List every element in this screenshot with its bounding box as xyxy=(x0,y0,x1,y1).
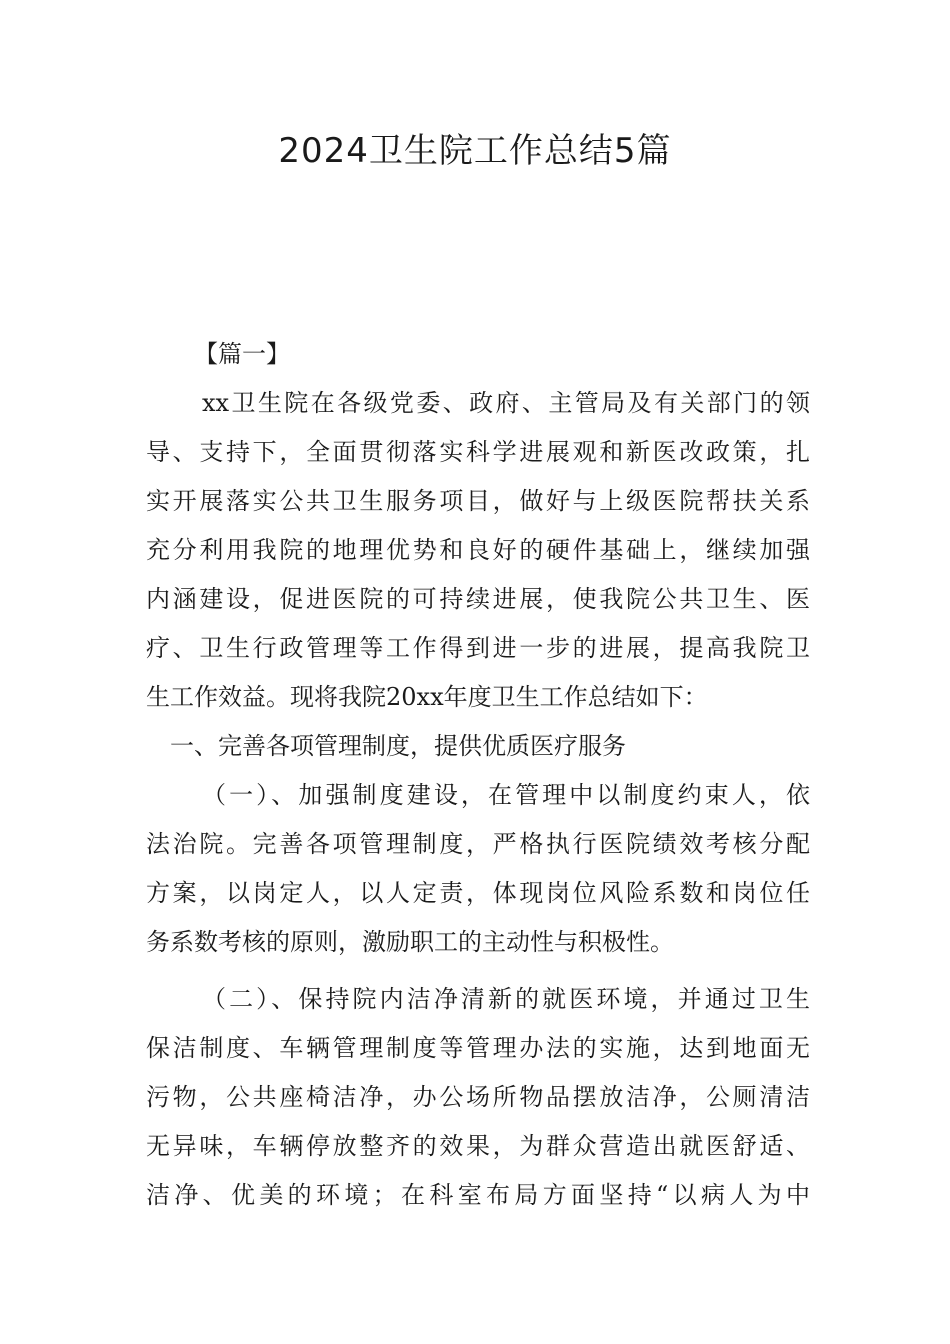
paragraph-gap xyxy=(146,967,810,975)
paragraph-line: 内涵建设，促进医院的可持续进展，使我院公共卫生、医 xyxy=(146,585,810,613)
paragraph-line: 充分利用我院的地理优势和良好的硬件基础上，继续加强 xyxy=(146,536,810,564)
section-subheading: 一、完善各项管理制度，提供优质医疗服务 xyxy=(170,732,626,760)
paragraph-2 xyxy=(146,771,810,967)
paragraph-line: （一）、加强制度建设，在管理中以制度约束人，依 xyxy=(202,781,810,809)
paragraph-line: 保洁制度、车辆管理制度等管理办法的实施，达到地面无 xyxy=(146,1034,810,1062)
paragraph-line: 务系数考核的原则，激励职工的主动性与积极性。 xyxy=(146,928,674,956)
paragraph-line: 法治院。完善各项管理制度，严格执行医院绩效考核分配 xyxy=(146,830,810,858)
paragraph-line: 生工作效益。现将我院20xx年度卫生工作总结如下： xyxy=(146,683,708,711)
paragraph-3 xyxy=(146,975,810,1220)
paragraph-line: （二）、保持院内洁净清新的就医环境，并通过卫生 xyxy=(202,985,810,1013)
paragraph-line: 实开展落实公共卫生服务项目，做好与上级医院帮扶关系 xyxy=(146,487,810,515)
document-title: 2024卫生院工作总结5篇 xyxy=(278,131,672,171)
document-body xyxy=(146,330,810,1220)
paragraph-line: 方案，以岗定人，以人定责，体现岗位风险系数和岗位任 xyxy=(146,879,810,907)
paragraph-line: 导、支持下，全面贯彻落实科学进展观和新医改政策，扎 xyxy=(146,438,810,466)
paragraph-line: xx卫生院在各级党委、政府、主管局及有关部门的领 xyxy=(202,389,810,417)
paragraph-line: 无异味，车辆停放整齐的效果，为群众营造出就医舒适、 xyxy=(146,1132,810,1160)
paragraph-line: 洁净、优美的环境；在科室布局方面坚持“以病人为中 xyxy=(146,1181,810,1209)
paragraph-1 xyxy=(146,379,810,722)
paragraph-line: 疗、卫生行政管理等工作得到进一步的进展，提高我院卫 xyxy=(146,634,810,662)
paragraph-line: 污物，公共座椅洁净，办公场所物品摆放洁净，公厕清洁 xyxy=(146,1083,810,1111)
section-heading: 【篇一】 xyxy=(194,340,290,368)
